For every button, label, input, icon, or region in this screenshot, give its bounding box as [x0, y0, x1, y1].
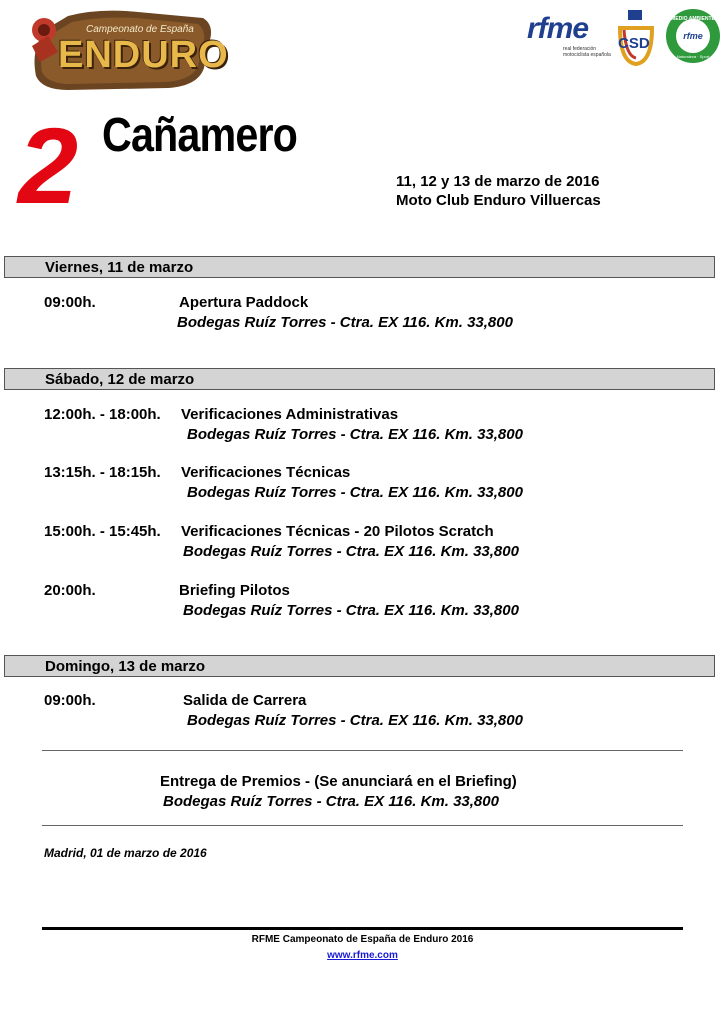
footer-link[interactable]: www.rfme.com	[327, 950, 398, 961]
schedule-activity: Verificaciones Técnicas - 20 Pilotos Scratch	[181, 523, 494, 540]
csd-logo-text: CSD	[618, 35, 650, 52]
day-bar-sunday	[4, 655, 715, 677]
enduro-logo-word: ENDURO	[58, 34, 229, 76]
schedule-time: 09:00h.	[44, 294, 96, 311]
schedule-activity: Verificaciones Administrativas	[181, 406, 399, 423]
event-dates: 11, 12 y 13 de marzo de 2016	[396, 173, 600, 190]
schedule-location: Bodegas Ruíz Torres - Ctra. EX 116. Km. 33,800	[187, 484, 523, 501]
rfme-sub-line1: real federación	[563, 46, 597, 52]
schedule-location: Bodegas Ruíz Torres - Ctra. EX 116. Km. 33,800	[183, 602, 519, 619]
day-bar-saturday	[4, 368, 715, 390]
rfme-logo-word: rfme	[527, 12, 589, 45]
rfme-sub-line2: motociclista española	[563, 52, 611, 58]
schedule-location: Bodegas Ruíz Torres - Ctra. EX 116. Km. 33,800	[183, 543, 519, 560]
enduro-logo	[28, 6, 229, 92]
enduro-logo-script: Campeonato de España	[86, 24, 194, 35]
round-number: 2	[18, 105, 79, 226]
awards-location: Bodegas Ruíz Torres - Ctra. EX 116. Km. 33,800	[163, 793, 499, 810]
csd-logo-icon	[614, 8, 658, 68]
awards-title: Entrega de Premios - (Se anunciará en el Briefing)	[160, 773, 517, 790]
schedule-time: 09:00h.	[44, 692, 96, 709]
schedule-location: Bodegas Ruíz Torres - Ctra. EX 116. Km. 33,800	[187, 712, 523, 729]
day-label: Sábado, 12 de marzo	[45, 371, 195, 388]
schedule-activity: Verificaciones Técnicas	[181, 464, 351, 481]
divider	[42, 750, 683, 751]
schedule-activity: Apertura Paddock	[179, 294, 309, 311]
sign-off: Madrid, 01 de marzo de 2016	[44, 846, 207, 860]
footer-rule	[42, 927, 683, 930]
schedule-time: 12:00h. - 18:00h.	[44, 406, 161, 423]
event-town: Cañamero	[102, 109, 298, 162]
schedule-location: Bodegas Ruíz Torres - Ctra. EX 116. Km. 33,800	[187, 426, 523, 443]
csd-logo	[614, 8, 658, 68]
medio-logo-top: MEDIO AMBIENTE	[671, 16, 715, 22]
medio-logo-center: rfme	[683, 31, 703, 41]
footer-title: RFME Campeonato de España de Enduro 2016	[251, 934, 474, 945]
schedule-time: 20:00h.	[44, 582, 96, 599]
medio-logo-bottom: Naturaleza · Sport	[676, 54, 710, 59]
medio-ambiente-logo	[665, 8, 721, 64]
day-label: Domingo, 13 de marzo	[45, 658, 206, 675]
rfme-logo	[525, 12, 615, 64]
schedule-activity: Briefing Pilotos	[179, 582, 290, 599]
schedule-time: 13:15h. - 18:15h.	[44, 464, 161, 481]
event-organizer: Moto Club Enduro Villuercas	[396, 192, 601, 209]
medio-ambiente-logo-icon	[665, 8, 721, 64]
event-details	[396, 172, 601, 210]
day-label: Viernes, 11 de marzo	[45, 259, 194, 276]
schedule-location: Bodegas Ruíz Torres - Ctra. EX 116. Km. 33,800	[177, 314, 513, 331]
schedule-activity: Salida de Carrera	[183, 692, 307, 709]
day-bar-friday	[4, 256, 715, 278]
divider	[42, 825, 683, 826]
schedule-time: 15:00h. - 15:45h.	[44, 523, 161, 540]
